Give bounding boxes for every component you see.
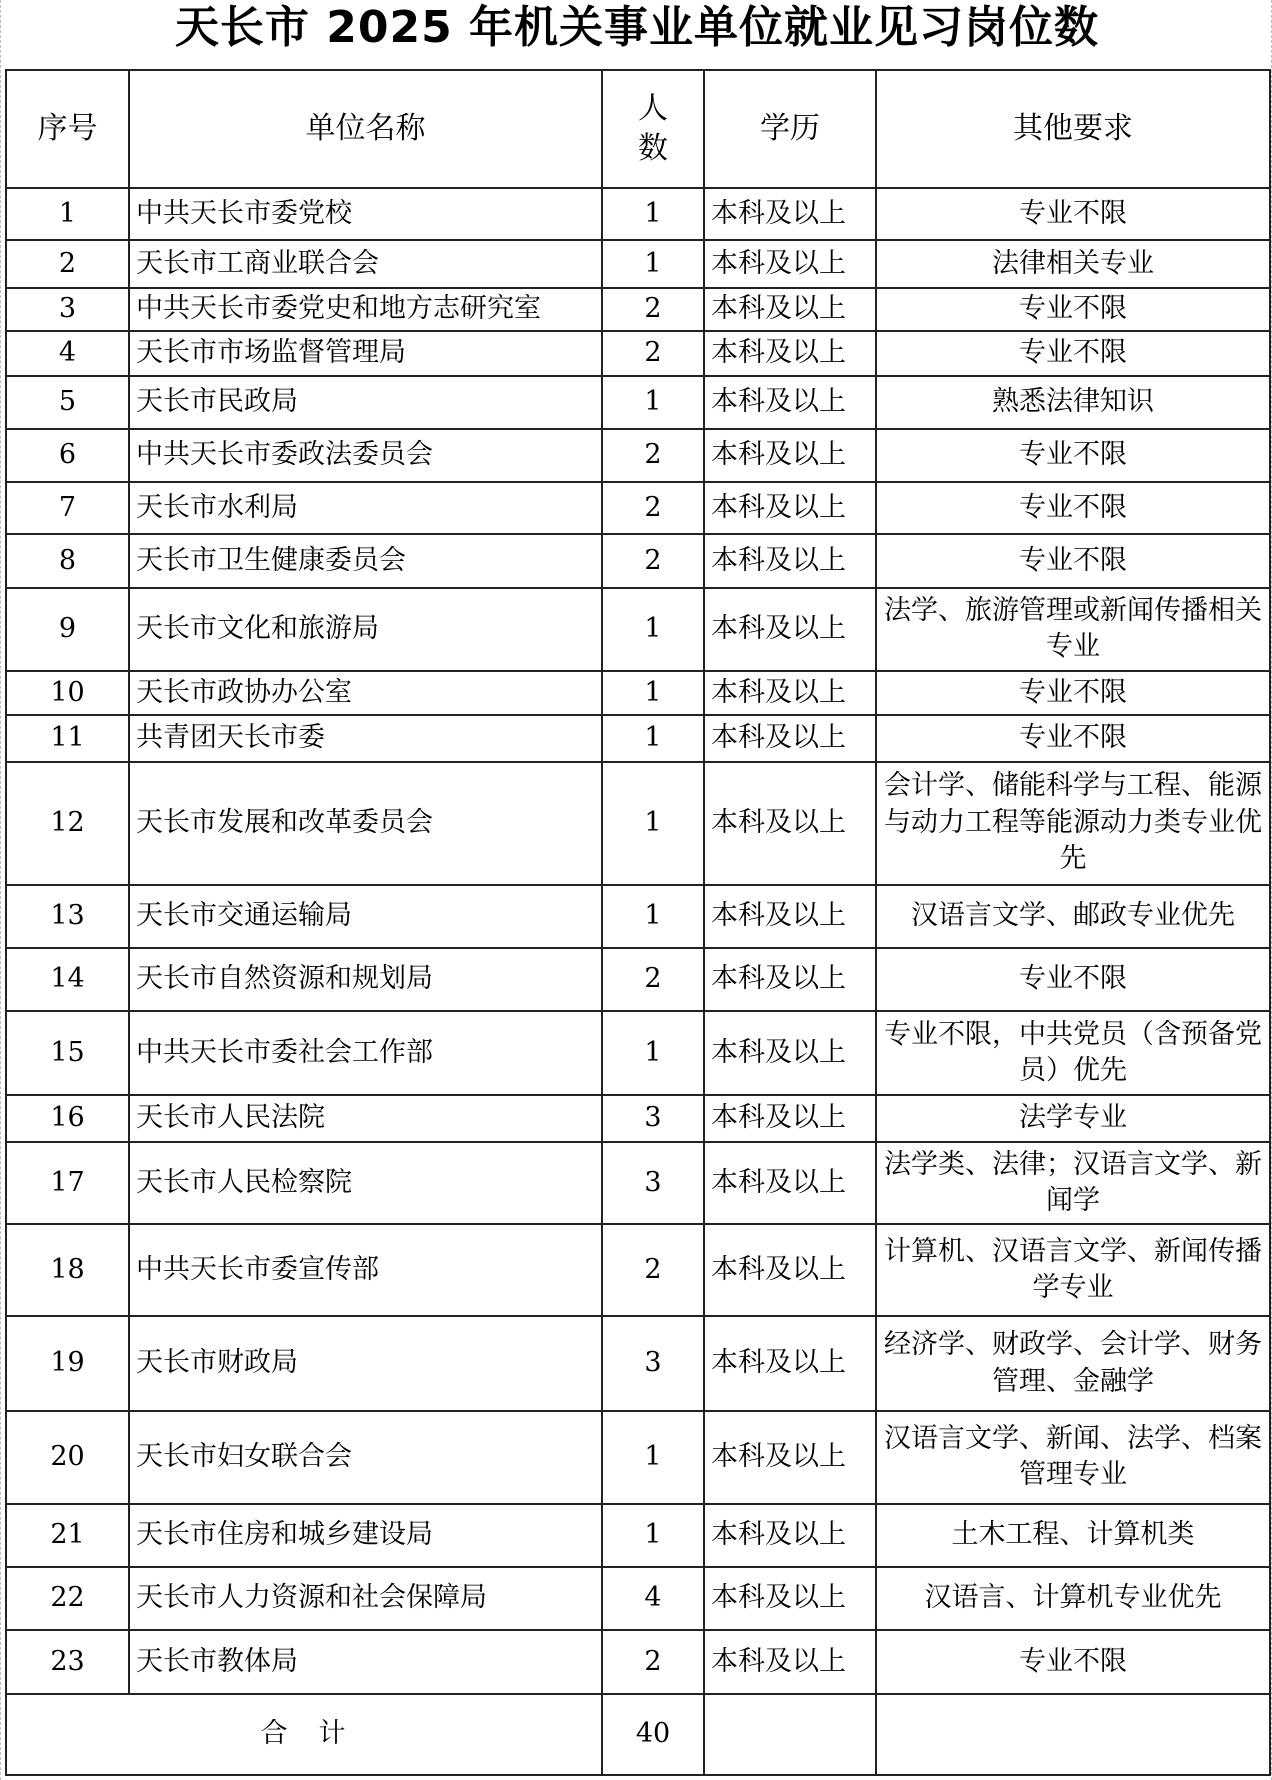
education-requirement: 本科及以上	[704, 1567, 876, 1630]
position-count: 1	[602, 376, 704, 428]
other-requirements: 专业不限	[876, 1630, 1270, 1694]
other-requirements: 专业不限，中共党员（含预备党员）优先	[876, 1011, 1270, 1095]
education-requirement: 本科及以上	[704, 1011, 876, 1095]
other-requirements: 专业不限	[876, 671, 1270, 715]
position-count: 1	[602, 588, 704, 672]
unit-name: 天长市卫生健康委员会	[129, 534, 602, 587]
other-requirements: 法学、旅游管理或新闻传播相关专业	[876, 588, 1270, 672]
row-number: 3	[6, 288, 129, 331]
unit-name: 天长市住房和城乡建设局	[129, 1504, 602, 1567]
table-row	[6, 1011, 1270, 1095]
table-row	[6, 1567, 1270, 1630]
header-name: 单位名称	[129, 70, 602, 188]
row-number: 5	[6, 376, 129, 428]
table-row	[6, 715, 1270, 761]
total-education-empty	[704, 1694, 876, 1775]
header-count	[602, 70, 704, 188]
row-number: 12	[6, 762, 129, 885]
row-number: 21	[6, 1504, 129, 1567]
education-requirement: 本科及以上	[704, 331, 876, 376]
row-number: 9	[6, 588, 129, 672]
education-requirement: 本科及以上	[704, 1224, 876, 1317]
unit-name: 中共天长市委党校	[129, 188, 602, 240]
table-row	[6, 671, 1270, 715]
total-requirements-empty	[876, 1694, 1270, 1775]
unit-name: 天长市妇女联合会	[129, 1411, 602, 1504]
position-count: 3	[602, 1142, 704, 1224]
table-row	[6, 1095, 1270, 1142]
table-row	[6, 376, 1270, 428]
table-row	[6, 885, 1270, 948]
education-requirement: 本科及以上	[704, 429, 876, 482]
header-requirements: 其他要求	[876, 70, 1270, 188]
unit-name: 天长市交通运输局	[129, 885, 602, 948]
position-count: 2	[602, 1224, 704, 1317]
row-number: 14	[6, 948, 129, 1011]
total-row	[6, 1694, 1270, 1775]
position-count: 2	[602, 1630, 704, 1694]
position-count: 4	[602, 1567, 704, 1630]
other-requirements: 专业不限	[876, 331, 1270, 376]
unit-name: 天长市民政局	[129, 376, 602, 428]
position-count: 2	[602, 288, 704, 331]
table-row	[6, 188, 1270, 240]
table-row	[6, 588, 1270, 672]
position-count: 1	[602, 885, 704, 948]
unit-name: 共青团天长市委	[129, 715, 602, 761]
row-number: 4	[6, 331, 129, 376]
position-count: 1	[602, 240, 704, 287]
row-number: 8	[6, 534, 129, 587]
other-requirements: 汉语言文学、邮政专业优先	[876, 885, 1270, 948]
table-row	[6, 1630, 1270, 1694]
other-requirements: 法律相关专业	[876, 240, 1270, 287]
position-count: 1	[602, 762, 704, 885]
table-row	[6, 1224, 1270, 1317]
education-requirement: 本科及以上	[704, 885, 876, 948]
unit-name: 中共天长市委政法委员会	[129, 429, 602, 482]
header-row	[6, 70, 1270, 188]
other-requirements: 会计学、储能科学与工程、能源与动力工程等能源动力类专业优先	[876, 762, 1270, 885]
page-title: 天长市 2025 年机关事业单位就业见习岗位数	[174, 2, 1100, 53]
row-number: 6	[6, 429, 129, 482]
other-requirements: 法学类、法律；汉语言文学、新闻学	[876, 1142, 1270, 1224]
table-row	[6, 948, 1270, 1011]
table-row	[6, 288, 1270, 331]
row-number: 23	[6, 1630, 129, 1694]
positions-table	[5, 69, 1271, 1776]
unit-name: 天长市人民法院	[129, 1095, 602, 1142]
position-count: 3	[602, 1095, 704, 1142]
unit-name: 天长市人民检察院	[129, 1142, 602, 1224]
unit-name: 天长市教体局	[129, 1630, 602, 1694]
row-number: 2	[6, 240, 129, 287]
position-count: 1	[602, 188, 704, 240]
position-count: 1	[602, 1411, 704, 1504]
education-requirement: 本科及以上	[704, 534, 876, 587]
unit-name: 天长市水利局	[129, 482, 602, 534]
table-row	[6, 762, 1270, 885]
row-number: 16	[6, 1095, 129, 1142]
row-number: 19	[6, 1316, 129, 1411]
other-requirements: 专业不限	[876, 715, 1270, 761]
table-row	[6, 1142, 1270, 1224]
unit-name: 天长市工商业联合会	[129, 240, 602, 287]
row-number: 10	[6, 671, 129, 715]
position-count: 3	[602, 1316, 704, 1411]
education-requirement: 本科及以上	[704, 240, 876, 287]
position-count: 2	[602, 948, 704, 1011]
education-requirement: 本科及以上	[704, 1095, 876, 1142]
table-body	[6, 188, 1270, 1694]
other-requirements: 专业不限	[876, 188, 1270, 240]
unit-name: 中共天长市委党史和地方志研究室	[129, 288, 602, 331]
education-requirement: 本科及以上	[704, 288, 876, 331]
education-requirement: 本科及以上	[704, 715, 876, 761]
education-requirement: 本科及以上	[704, 188, 876, 240]
position-count: 1	[602, 715, 704, 761]
unit-name: 天长市政协办公室	[129, 671, 602, 715]
education-requirement: 本科及以上	[704, 1142, 876, 1224]
other-requirements: 汉语言文学、新闻、法学、档案管理专业	[876, 1411, 1270, 1504]
row-number: 18	[6, 1224, 129, 1317]
table-row	[6, 240, 1270, 287]
other-requirements: 熟悉法律知识	[876, 376, 1270, 428]
other-requirements: 法学专业	[876, 1095, 1270, 1142]
header-count-line1: 人	[638, 90, 668, 126]
row-number: 22	[6, 1567, 129, 1630]
other-requirements: 土木工程、计算机类	[876, 1504, 1270, 1567]
row-number: 20	[6, 1411, 129, 1504]
position-count: 2	[602, 331, 704, 376]
unit-name: 天长市财政局	[129, 1316, 602, 1411]
education-requirement: 本科及以上	[704, 482, 876, 534]
row-number: 15	[6, 1011, 129, 1095]
unit-name: 中共天长市委社会工作部	[129, 1011, 602, 1095]
unit-name: 天长市人力资源和社会保障局	[129, 1567, 602, 1630]
table-row	[6, 1411, 1270, 1504]
table-row	[6, 1504, 1270, 1567]
table-row	[6, 534, 1270, 587]
position-count: 1	[602, 1011, 704, 1095]
other-requirements: 汉语言、计算机专业优先	[876, 1567, 1270, 1630]
table-row	[6, 1316, 1270, 1411]
unit-name: 天长市市场监督管理局	[129, 331, 602, 376]
table-row	[6, 331, 1270, 376]
education-requirement: 本科及以上	[704, 1504, 876, 1567]
other-requirements: 专业不限	[876, 482, 1270, 534]
table-row	[6, 482, 1270, 534]
education-requirement: 本科及以上	[704, 1316, 876, 1411]
total-count: 40	[602, 1694, 704, 1775]
header-no: 序号	[6, 70, 129, 188]
education-requirement: 本科及以上	[704, 671, 876, 715]
education-requirement: 本科及以上	[704, 762, 876, 885]
row-number: 11	[6, 715, 129, 761]
other-requirements: 专业不限	[876, 948, 1270, 1011]
header-education: 学历	[704, 70, 876, 188]
unit-name: 中共天长市委宣传部	[129, 1224, 602, 1317]
header-count-line2: 数	[638, 131, 668, 166]
row-number: 17	[6, 1142, 129, 1224]
education-requirement: 本科及以上	[704, 1411, 876, 1504]
other-requirements: 专业不限	[876, 288, 1270, 331]
education-requirement: 本科及以上	[704, 376, 876, 428]
table-row	[6, 429, 1270, 482]
education-requirement: 本科及以上	[704, 948, 876, 1011]
position-count: 2	[602, 429, 704, 482]
position-count: 1	[602, 1504, 704, 1567]
unit-name: 天长市文化和旅游局	[129, 588, 602, 672]
position-count: 2	[602, 534, 704, 587]
total-label: 合 计	[6, 1694, 602, 1775]
position-count: 1	[602, 671, 704, 715]
other-requirements: 专业不限	[876, 429, 1270, 482]
other-requirements: 专业不限	[876, 534, 1270, 587]
row-number: 7	[6, 482, 129, 534]
education-requirement: 本科及以上	[704, 588, 876, 672]
unit-name: 天长市发展和改革委员会	[129, 762, 602, 885]
row-number: 13	[6, 885, 129, 948]
other-requirements: 计算机、汉语言文学、新闻传播学专业	[876, 1224, 1270, 1317]
education-requirement: 本科及以上	[704, 1630, 876, 1694]
other-requirements: 经济学、财政学、会计学、财务管理、金融学	[876, 1316, 1270, 1411]
unit-name: 天长市自然资源和规划局	[129, 948, 602, 1011]
row-number: 1	[6, 188, 129, 240]
position-count: 2	[602, 482, 704, 534]
